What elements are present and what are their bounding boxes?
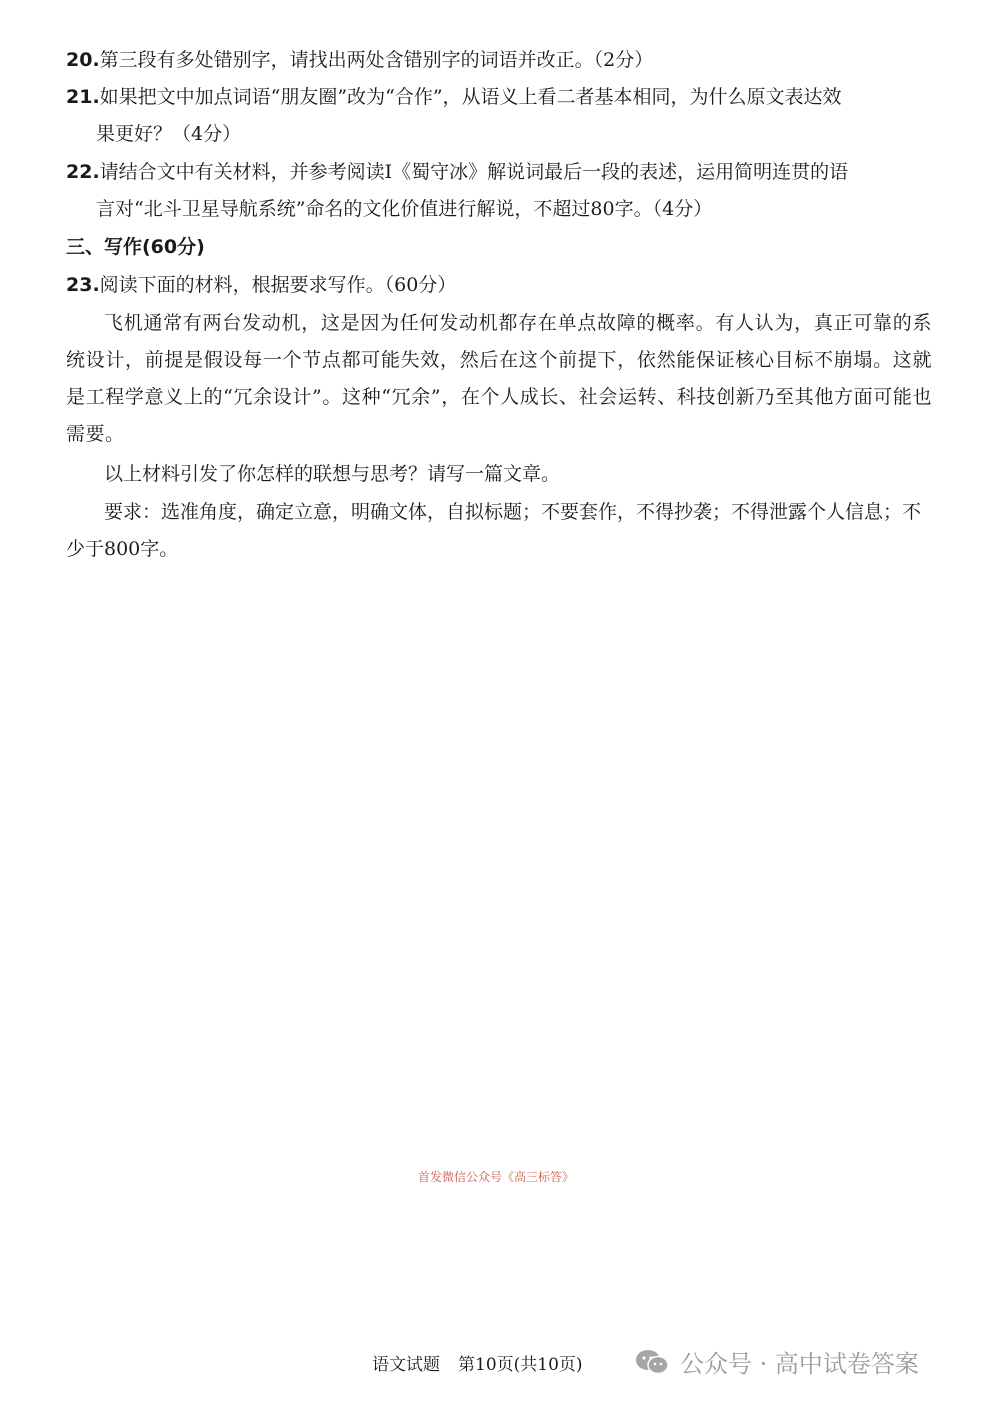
question-21 (66, 79, 932, 153)
question-text: 第三段有多处错别字，请找出两处含错别字的词语并改正。（2分） (99, 49, 654, 71)
wechat-account-badge (634, 1344, 919, 1379)
question-23 (66, 267, 932, 304)
question-text: 如果把文中加点词语“朋友圈”改为“合作”，从语义上看二者基本相同，为什么原文表达效 (99, 86, 842, 108)
question-text: 阅读下面的材料，根据要求写作。（60分） (99, 274, 457, 296)
writing-prompt: 以上材料引发了你怎样的联想与思考？请写一篇文章。 (104, 463, 561, 485)
question-22 (66, 154, 932, 228)
wechat-account-label: 公众号 · 高中试卷答案 (680, 1350, 919, 1378)
footer-subject: 语文试题 (372, 1355, 440, 1375)
question-text-continued: 言对“北斗卫星导航系统”命名的文化价值进行解说，不超过80字。（4分） (96, 198, 713, 220)
footer-page-number: 第10页(共10页) (458, 1355, 583, 1375)
section-heading: 三、写作(60分) (66, 236, 205, 258)
question-text-continued: 果更好？（4分） (96, 123, 242, 145)
question-20 (66, 42, 932, 79)
page-footer (372, 1350, 601, 1375)
question-number: 22. (66, 161, 100, 183)
wechat-icon (634, 1348, 670, 1376)
question-text: 请结合文中有关材料，并参考阅读Ⅰ《蜀守冰》解说词最后一段的表述，运用简明连贯的语 (99, 161, 849, 183)
question-number: 23. (66, 274, 100, 296)
question-number: 20. (66, 49, 100, 71)
writing-material: 飞机通常有两台发动机，这是因为任何发动机都存在单点故障的概率。有人认为，真正可靠的系统设计，前提是假设每一个节点都可能失效，然后在这个前提下，依然能保证核心目标不崩塌。这就是工程学意义上的“冗余设计”。这种“冗余”，在个人成长、社会运转、科技创新乃至其他方面可能也需要。 (66, 312, 932, 445)
writing-requirements: 要求：选准角度，确定立意，明确文体，自拟标题；不要套作，不得抄袭；不得泄露个人信息；不少于800字。 (66, 501, 922, 560)
question-number: 21. (66, 86, 100, 108)
watermark-text: 首发微信公众号《高三标答》 (417, 1170, 574, 1184)
